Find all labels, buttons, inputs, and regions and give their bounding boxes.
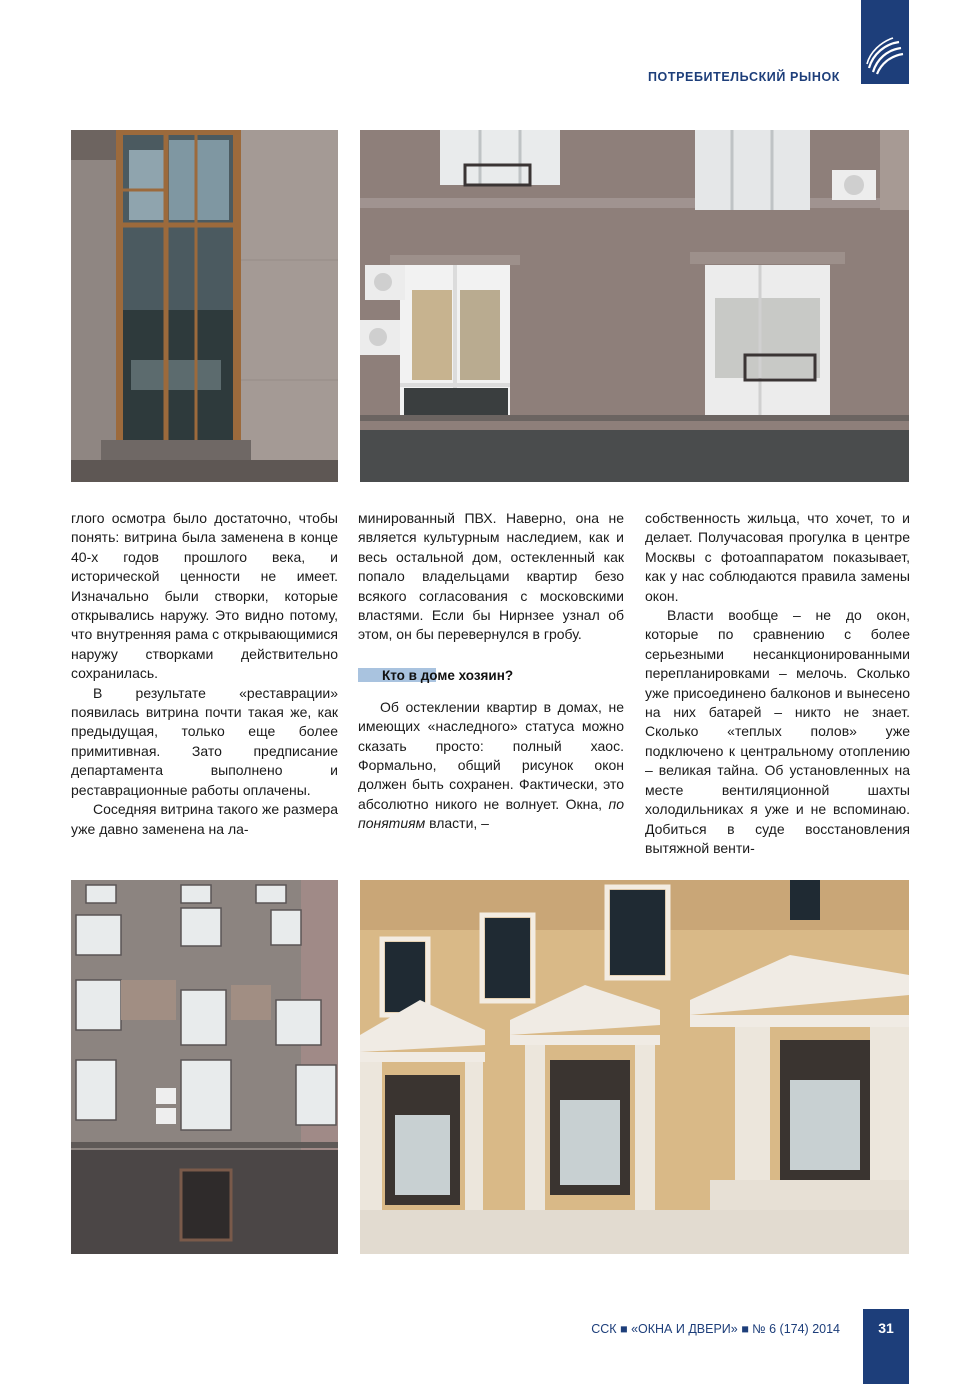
paragraph-text: власти, –	[425, 815, 489, 832]
magazine-logo-icon	[865, 34, 905, 76]
paragraph: Соседняя витрина такого же размера уже давно заменена на ла-	[71, 801, 338, 837]
text-column-3	[645, 509, 910, 858]
photo-classical-facade	[360, 880, 909, 1254]
paragraph: глого осмотра было достаточно, чтобы понять: витрина была заменена в конце 40-х годов прошлого века, и исторической ценности не имеет. Изначально были створки, которые открывались наружу. Это видно потому, что внутренняя рама с открывающимися наружу створками действительно сохранилась.	[71, 510, 338, 682]
section-subheading	[358, 666, 624, 688]
header-corner-tab	[861, 0, 909, 84]
paragraph: Власти вообще – не до окон, которые по сравнению с более серьезными несанкционированными перепланировками – мелочь. Сколько уже присоединено балконов и вынесено на них батарей – никто не знает. Сколько «теплых полов» уже подключено к центральному отоплению – великая тайна. Об установленных на месте вентиляционной шахты холодильниках я уже и не вспоминаю. Добиться в суде восстановления вытяжной венти-	[645, 607, 910, 856]
paragraph: собственность жильца, что хочет, то и делает. Получасовая прогулка в центре Москвы с фотоаппаратом показывает, как у нас соблюдаются правила замены окон.	[645, 510, 910, 604]
photo-shop-window	[71, 130, 338, 482]
photo-apartment-building	[71, 880, 338, 1254]
page-number-tab	[863, 1309, 909, 1384]
paragraph: минированный ПВХ. Наверно, она не является культурным наследием, как и весь остальной дом, остекленный как попало владельцами квартир безо всякого согласования с московскими властями. Если бы Нирнзее узнал об этом, он бы перевернулся в гробу.	[358, 510, 624, 643]
publication-info: ССК ■ «ОКНА И ДВЕРИ» ■ № 6 (174) 2014	[591, 1322, 840, 1336]
italic-phrase: по понятиям	[358, 795, 624, 832]
section-title: ПОТРЕБИТЕЛЬСКИЙ РЫНОК	[647, 70, 840, 84]
photo-facade-air-conditioners	[360, 130, 909, 482]
text-column-1	[71, 509, 338, 839]
page-number: 31	[878, 1320, 894, 1336]
paragraph-text: Об остеклении квартир в домах, не имеющих «наследного» статуса можно сказать просто: полный хаос. Формально, общий рисунок окон должен быть сохранен. Фактически, это абсолютно никого не волнует. Окна,	[358, 698, 624, 812]
subheading-text: Кто в доме хозяин?	[382, 667, 514, 683]
paragraph	[358, 698, 624, 834]
text-column-2	[358, 509, 624, 834]
paragraph: В результате «реставрации» появилась витрина почти такая же, как предыдущая, только еще более примитивная. Зато предписание департамента выполнено и реставрационные работы оплачены.	[71, 684, 338, 798]
